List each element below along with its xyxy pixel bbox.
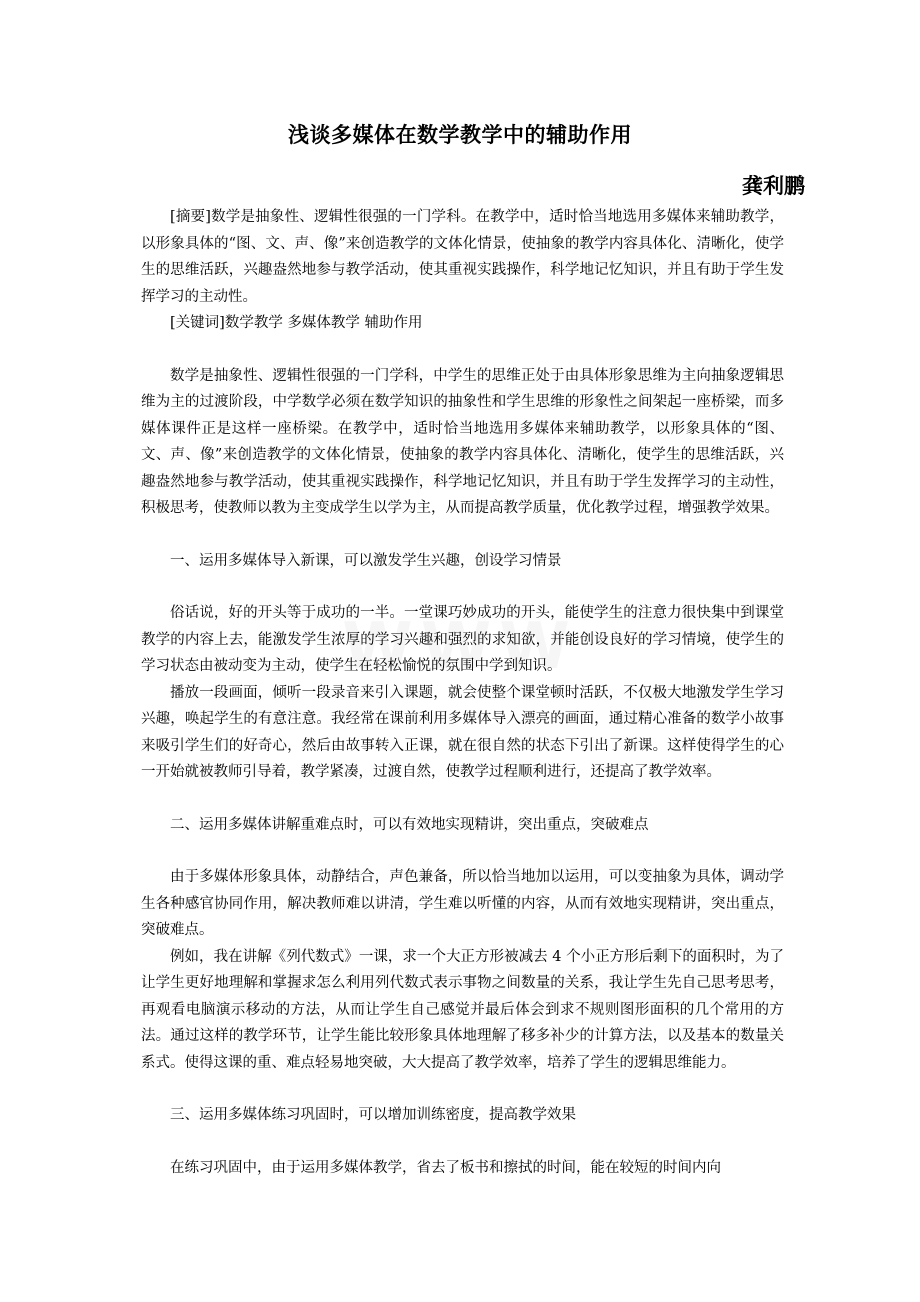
- spacer: [141, 337, 784, 363]
- spacer: [141, 786, 784, 812]
- spacer: [141, 838, 784, 864]
- section-3-heading: 三、运用多媒体练习巩固时，可以增加训练密度，提高教学效果: [170, 1107, 576, 1123]
- section-1-heading: 一、运用多媒体导入新课，可以激发学生兴趣，创设学习情景: [170, 552, 562, 569]
- section-2-paragraph-1: 由于多媒体形象具体，动静结合，声色兼备，所以恰当地加以运用，可以变抽象为具体，调动学生各种感官协同作用，解决教师难以讲清，学生难以听懂的内容，从而有效地实现精讲，突出重点，突破难点。: [141, 869, 784, 938]
- section-1-paragraph-1: 俗话说，好的开头等于成功的一半。一堂课巧妙成功的开头，能使学生的注意力很快集中到课堂教学的内容上去，能激发学生浓厚的学习兴趣和强烈的求知欲，并能创设良好的学习情境，使学生的学习状态由被动变为主动，使学生在轻松愉悦的氛围中学到知识。: [141, 605, 784, 674]
- section-1-paragraph-2: 播放一段画面，倾听一段录音来引入课题，就会使整个课堂顿时活跃，不仅极大地激发学生学习兴趣，唤起学生的有意注意。我经常在课前利用多媒体导入漂亮的画面，通过精心准备的数学小故事来吸引学生们的好奇心，然后由故事转入正课，就在很自然的状态下引出了新课。这样使得学生的心一开始就被教师引导着，教学紧凑，过渡自然，使教学过程顺利进行，还提高了教学效率。: [141, 684, 784, 780]
- intro-paragraph: 数学是抽象性、逻辑性很强的一门学科，中学生的思维正处于由具体形象思维为主向抽象逻辑思维为主的过渡阶段，中学数学必须在数学知识的抽象性和学生思维的形象性之间架起一座桥梁，而多媒体课件正是这样一座桥梁。在教学中，适时恰当地选用多媒体来辅助教学，以形象具体的“图、文、声、像”来创造教学的文体化情景，使抽象的教学内容具体化、清晰化，使学生的思维活跃，兴趣盎然地参与教学活动，使其重视实践操作，科学地记忆知识，并且有助于学生发挥学习的主动性，积极思考，使教师以教为主变成学生以学为主，从而提高教学质量，优化教学过程，增强教学效果。: [141, 367, 784, 516]
- section-2-heading: 二、运用多媒体讲解重难点时，可以有效地实现精讲，突出重点，突破难点: [170, 816, 649, 833]
- section-3-paragraph-1: 在练习巩固中，由于运用多媒体教学，省去了板书和擦拭的时间，能在较短的时间内向: [170, 1159, 721, 1176]
- document-title: 浅谈多媒体在数学教学中的辅助作用: [288, 123, 632, 147]
- document-body: [141, 204, 784, 1181]
- section-2-paragraph-2: 例如，我在讲解《列代数式》一课，求一个大正方形被减去 4 个小正方形后剩下的面积时，为了让学生更好地理解和掌握求怎么利用列代数式表示事物之间数量的关系，我让学生先自己思考思考，再观看电脑演示移动的方法，从而让学生自己感觉并最后体会到求不规则图形面积的几个常用的方法。通过这样的教学环节，让学生能比较形象具体地理解了移多补少的计算方法，以及基本的数量关系式。使得这课的重、难点轻易地突破，大大提高了教学效率，培养了学生的逻辑思维能力。: [141, 948, 784, 1071]
- spacer: [141, 1129, 784, 1155]
- document-author: 龚利鹏: [742, 174, 805, 198]
- abstract-paragraph: [摘要]数学是抽象性、逻辑性很强的一门学科。在教学中，适时恰当地选用多媒体来辅助教学，以形象具体的“图、文、声、像”来创造教学的文体化情景，使抽象的教学内容具体化、清晰化，使学生的思维活跃，兴趣盎然地参与教学活动，使其重视实践操作，科学地记忆知识，并且有助于学生发挥学习的主动性。: [141, 209, 784, 305]
- keywords-paragraph: [关键词]数学教学 多媒体教学 辅助作用: [170, 315, 423, 331]
- spacer: [141, 1076, 784, 1102]
- spacer: [141, 574, 784, 600]
- spacer: [141, 522, 784, 548]
